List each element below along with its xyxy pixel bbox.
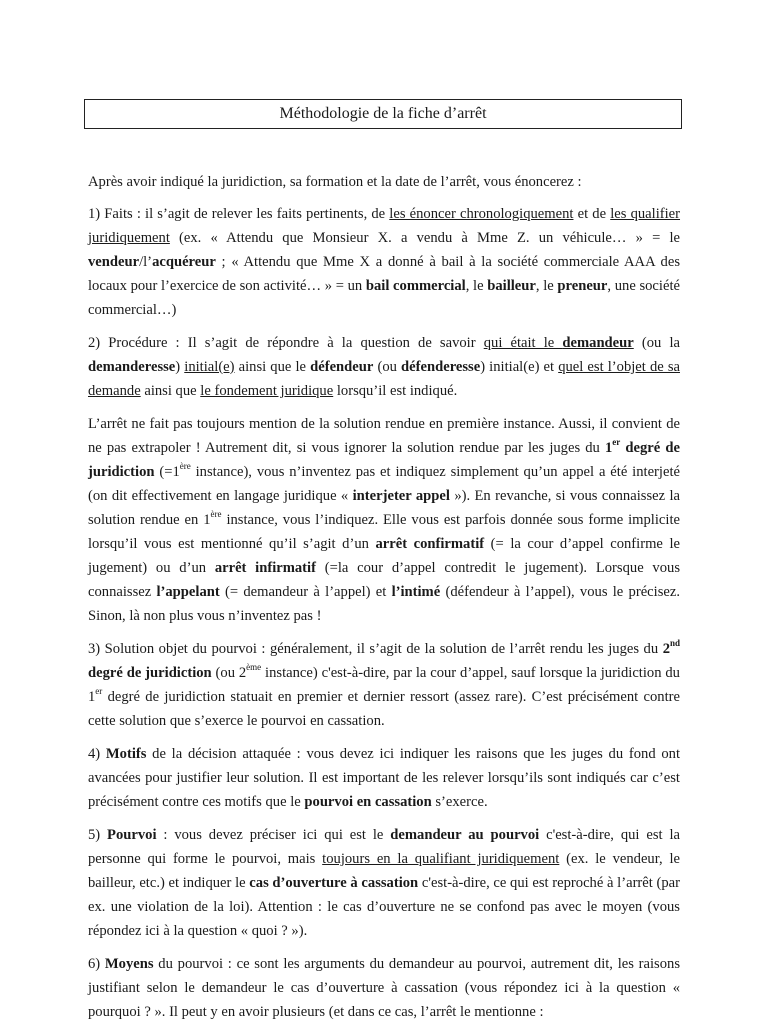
bold-term: demandeur au pourvoi xyxy=(390,827,540,843)
bold-term: défendeur xyxy=(310,359,374,375)
bold-term: vendeur xyxy=(88,254,140,270)
bold-term: demandeur xyxy=(562,335,634,351)
underlined-text: toujours en la qualifiant juridiquement xyxy=(322,851,560,867)
bold-term: Moyens xyxy=(104,956,154,972)
title-box xyxy=(84,99,682,129)
underlined-text: qui était le demandeur xyxy=(483,335,634,351)
section-arret: L’arrêt ne fait pas toujours mention de la solution rendue en première instance. Aussi, il convient de ne pas extrapoler ! Autrement dit, si vous ignorer la solution rendue par les juges du 1er degré de juridiction (=1ère instance), vous n’inventez pas et indiquez simplement qu’un appel a été interjeté (on dit effectivement en langage juridique « interjeter appel »). En revanche, si vous connaissez la solution rendue en 1ère instance, vous l’indiquez. Elle vous est parfois donnée sous forme implicite lorsqu’il vous est mentionné qu’il s’agit d’un arrêt confirmatif (= la cour d’appel confirme le jugement) ou d’un arrêt infirmatif (=la cour d’appel contredit le jugement). Lorsque vous connaissez l’appelant (= demandeur à l’appel) et l’intimé (défendeur à l’appel), vous le précisez. Sinon, là non plus vous n’inventez pas ! xyxy=(88,416,681,624)
underlined-text: initial(e) xyxy=(184,359,235,375)
bold-term: 2nd degré de juridiction xyxy=(88,638,680,681)
bold-term: demanderesse xyxy=(88,359,176,375)
section-motifs: 4) Motifs de la décision attaquée : vous devez ici indiquer les raisons que les juges du fond ont avancées pour justifier leur solution. Il est important de les relever lorsqu’ils sont indiqués car c’est précisément contre ces motifs que le pourvoi en cassation s’exerce. xyxy=(88,746,680,810)
bold-term: l’intimé xyxy=(391,584,441,600)
section-pourvoi: 5) Pourvoi : vous devez préciser ici qui est le demandeur au pourvoi c'est-à-dire, qui est la personne qui forme le pourvoi, mais toujours en la qualifiant juridiquement (ex. le vendeur, le bailleur, etc.) et indiquer le cas d’ouverture à cassation c'est-à-dire, ce qui est reproché à l’arrêt (par ex. une violation de la loi). Attention : le cas d’ouverture ne se confond pas avec le moyen (vous répondez ici à la question « quoi ? »). xyxy=(88,827,681,939)
section-solution: 3) Solution objet du pourvoi : généralement, il s’agit de la solution de l’arrêt rendu les juges du 2nd degré de juridiction (ou 2ème instance) c'est-à-dire, par la cour d’appel, sauf lorsque la juridiction du 1er degré de juridiction statuait en premier et dernier ressort (assez rare). C’est précisément contre cette solution que s’exerce le pourvoi en cassation. xyxy=(88,638,680,729)
bold-term: Motifs xyxy=(105,746,147,762)
bold-term: interjeter appel xyxy=(352,488,450,504)
intro-paragraph: Après avoir indiqué la juridiction, sa formation et la date de l’arrêt, vous énoncerez : xyxy=(88,174,582,190)
bold-term: arrêt confirmatif xyxy=(375,536,485,552)
bold-term: arrêt infirmatif xyxy=(214,560,316,576)
underlined-text: quel est l’objet de sa demande xyxy=(88,359,680,399)
bold-term: bailleur xyxy=(487,278,536,294)
bold-term: l’appelant xyxy=(156,584,220,600)
bold-term: pourvoi en cassation xyxy=(304,794,432,810)
bold-term: preneur xyxy=(557,278,608,294)
underlined-text: le fondement juridique xyxy=(200,383,334,399)
bold-term: acquéreur xyxy=(152,254,216,270)
bold-term: bail commercial xyxy=(365,278,466,294)
section-faits: 1) Faits : il s’agit de relever les faits pertinents, de les énoncer chronologiquement et de les qualifier juridiquement (ex. « Attendu que Monsieur X. a vendu à Mme Z. un véhicule… » = le vendeur/l’acquéreur ; « Attendu que Mme X a donné à bail à la société commerciale AAA des locaux pour l’exercice de son activité… » = un bail commercial, le bailleur, le preneur, une société commercial…) xyxy=(88,206,681,318)
document-body xyxy=(88,170,680,1033)
bold-term: Pourvoi xyxy=(107,827,157,843)
bold-term: 1er degré de juridiction xyxy=(88,437,680,480)
section-procedure: 2) Procédure : Il s’agit de répondre à la question de savoir qui était le demandeur (ou la demanderesse) initial(e) ainsi que le défendeur (ou défenderesse) initial(e) et quel est l’objet de sa demande ainsi que le fondement juridique lorsqu’il est indiqué. xyxy=(88,335,680,399)
section-moyens: 6) Moyens du pourvoi : ce sont les arguments du demandeur au pourvoi, autrement dit, les raisons justifiant selon le demandeur le cas d’ouverture à cassation (vous répondez ici à la question « pourquoi ? ». Il peut y en avoir plusieurs (et dans ce cas, l’arrêt le mentionne : xyxy=(88,956,680,1020)
bold-term: défenderesse xyxy=(401,359,481,375)
bold-term: cas d’ouverture à cassation xyxy=(249,875,419,891)
underlined-text: les qualifier juridiquement xyxy=(88,206,681,246)
page-title: Méthodologie de la fiche d’arrêt xyxy=(279,105,487,122)
underlined-text: les énoncer chronologiquement xyxy=(389,206,574,222)
